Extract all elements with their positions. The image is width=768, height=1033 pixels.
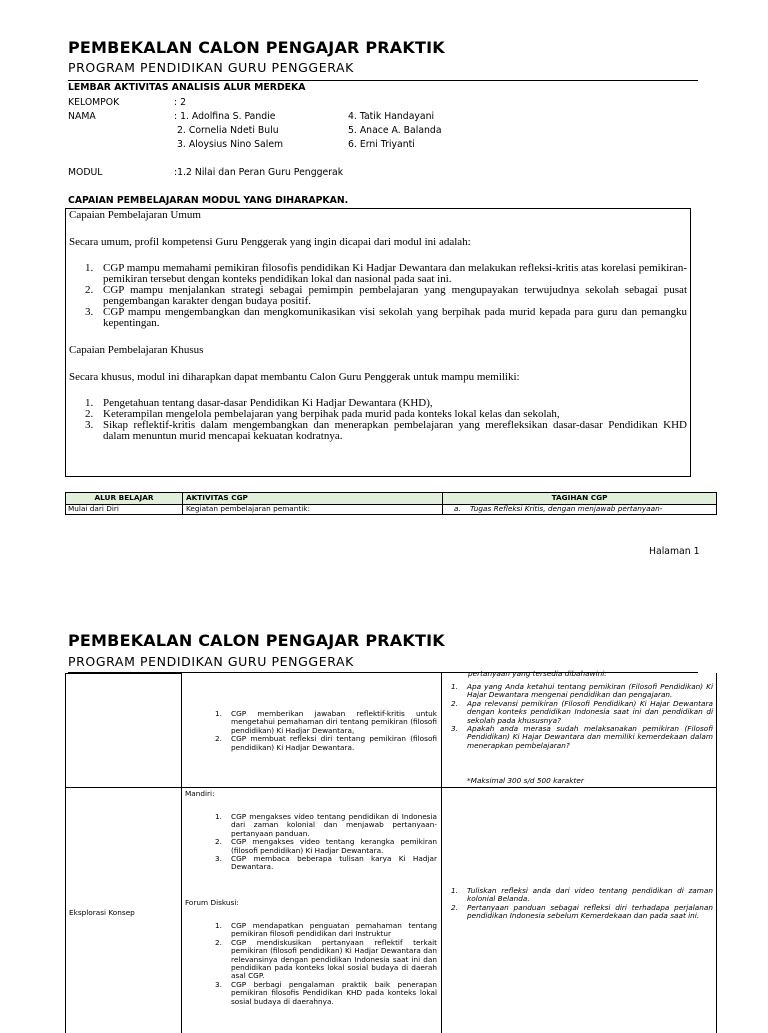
name-6: 6. Erni Triyanti: [348, 139, 415, 150]
header-rule: [68, 80, 698, 81]
modul-value: :1.2 Nilai dan Peran Guru Penggerak: [174, 167, 344, 178]
list-item: 1. CGP mengakses video tentang pendidikan di Indonesia dari zaman kolonial dan menjawab pertanyaan-pertanyaan panduan.: [215, 812, 437, 838]
row1-tagihan-intro: pertanyaan yang tersedia dibahawini:: [468, 669, 607, 678]
cp-khusus-intro: Secara khusus, modul ini diharapkan dapat membantu Calon Guru Penggerak untuk mampu memiliki:: [69, 371, 520, 383]
forum-diskusi-list: [215, 922, 437, 1006]
list-item: 3. CGP berbagi pengalaman praktik baik penerapan pemikiran filosofis Pendidikan KHD pada konteks lokal sosial budaya di daerahnya.: [215, 979, 437, 1006]
list-item: 1. CGP mendapatkan penguatan pemahaman tentang pemikiran filosofi pendidikan dari Instruktur: [215, 921, 437, 939]
list-item: 1. Tuliskan refleksi anda dari video tentang pendidikan di zaman kolonial Belanda.: [451, 886, 713, 904]
list-item: 2. Keterampilan mengelola pembelajaran yang berpihak pada murid pada konteks lokal kelas dan sekolah,: [85, 408, 560, 420]
list-item: 1. CGP memberikan jawaban reflektif-kritis untuk mengetahui pemahaman diri tentang pemikiran (filosofi pendidikan) Ki Hadjar Dewantara,: [215, 709, 437, 735]
activity-table: [65, 492, 717, 515]
mandiri-list: [215, 813, 437, 872]
document-subtitle: PROGRAM PENDIDIKAN GURU PENGGERAK: [68, 60, 354, 75]
list-item: 2. CGP mampu menjalankan strategi sebagai pemimpin pembelajaran yang mengupayakan terwujudnya sekolah sebagai pusat pengembangan karakter dengan budaya positif.: [85, 284, 687, 307]
cell-aktivitas: Kegiatan pembelajaran pemantik:: [186, 504, 310, 513]
forum-diskusi-label: Forum Diskusi:: [185, 898, 239, 907]
document-title: PEMBEKALAN CALON PENGAJAR PRAKTIK: [68, 631, 445, 650]
cp-khusus-list: [69, 398, 687, 442]
list-item: 2. CGP mendiskusikan pertanyaan reflektif terkait pemikiran (filosofi pendidikan) Ki Hadjar Dewantara dan relevansinya dengan pendidikan Indonesia saat ini dan pendidikan pada konteks lokal sosial budaya di daerah asal CGP.: [215, 937, 437, 981]
document-title: PEMBEKALAN CALON PENGAJAR PRAKTIK: [68, 38, 445, 57]
modul-label: MODUL: [68, 167, 103, 178]
list-item: 3. Apakah anda merasa sudah melaksanakan pemikiran (Filosofi Pendidikan) Ki Hajar Dewantara dan memiliki kemerdekaan dalam menerapkan pembelajaran?: [451, 724, 713, 750]
page-number: Halaman 1: [649, 546, 700, 557]
row1-tagihan-list: [451, 683, 713, 750]
capaian-box: [65, 208, 691, 477]
name-2: 2. Cornelia Ndeti Bulu: [177, 125, 279, 136]
cp-umum-list: [69, 263, 687, 329]
list-item: 1. Pengetahuan tentang dasar-dasar Pendidikan Ki Hadjar Dewantara (KHD),: [85, 397, 433, 409]
row1-tagihan-note: *Maksimal 300 s/d 500 karakter: [467, 776, 584, 785]
list-item: 1. CGP mampu memahami pemikiran filosofis pendidikan Ki Hadjar Dewantara dan melakukan refleksi-kritis atas korelasi pemikiran-pemikiran tersebut dengan konteks pendidikan lokal dan nasional pada saat ini.: [85, 262, 687, 285]
header-aktivitas-cgp: AKTIVITAS CGP: [186, 493, 248, 502]
cp-khusus-title: Capaian Pembelajaran Khusus: [69, 344, 204, 356]
header-tagihan-cgp: TAGIHAN CGP: [551, 493, 608, 502]
list-item: 2. CGP mengakses video tentang kerangka pemikiran (filosofi pendidikan) Ki Hadjar Dewantara.: [215, 837, 437, 855]
name-1: : 1. Adolfina S. Pandie: [174, 111, 276, 122]
list-item: 2. Pertanyaan panduan sebagai refleksi diri terhadapa perjalanan pendidikan Indonesia sebelum Kemerdekaan dan pada saat ini.: [451, 902, 713, 921]
kelompok-label: KELOMPOK: [68, 97, 120, 108]
list-item: 2. Apa relevansi pemikiran (Filosofi Pendidikan) Ki Hajar Dewantara dengan konteks pendidikan Indonesia saat ini dan pendidikan di sekolah pada khususnya?: [451, 698, 713, 725]
cell-tagihan-number: a.: [454, 504, 461, 513]
list-item: 1. Apa yang Anda ketahui tentang pemikiran (Filosofi Pendidikan) Ki Hajar Dewantara mengenai pendidikan dan pengajaran.: [451, 682, 713, 700]
name-5: 5. Anace A. Balanda: [348, 125, 442, 136]
list-item: 2. CGP membuat refleksi diri tentang pemikiran (filosofi pendidikan) Ki Hadjar Dewantara.: [215, 734, 437, 752]
cp-umum-intro: Secara umum, profil kompetensi Guru Penggerak yang ingin dicapai dari modul ini adalah:: [69, 236, 471, 248]
name-4: 4. Tatik Handayani: [348, 111, 435, 122]
list-item: 3. CGP membaca beberapa tulisan karya Ki Hadjar Dewantara.: [215, 854, 437, 872]
cell-alur: Mulai dari Diri: [68, 504, 119, 513]
row2-tagihan-list: [451, 887, 713, 921]
list-item: 3. Sikap reflektif-kritis dalam mengembangkan dan menerapkan pembelajaran yang merefleksikan dasar-dasar Pendidikan KHD dalam menuntun murid mencapai kekuatan kodratnya.: [85, 419, 687, 442]
nama-label: NAMA: [68, 111, 96, 122]
cell-tagihan: Tugas Refleksi Kritis, dengan menjawab pertanyaan-: [470, 504, 663, 513]
document-subtitle: PROGRAM PENDIDIKAN GURU PENGGERAK: [68, 654, 354, 669]
name-3: 3. Aloysius Nino Salem: [177, 139, 284, 150]
cp-umum-title: Capaian Pembelajaran Umum: [69, 209, 201, 221]
mandiri-label: Mandiri:: [185, 789, 215, 798]
kelompok-value: : 2: [174, 97, 187, 108]
capaian-heading: CAPAIAN PEMBELAJARAN MODUL YANG DIHARAPKAN.: [68, 195, 349, 206]
activity-table-continued: [65, 669, 717, 1033]
row2-alur: Eksplorasi Konsep: [69, 908, 135, 917]
list-item: 3. CGP mampu mengembangkan dan mengkomunikasikan visi sekolah yang berpihak pada murid kepada para guru dan pemangku kepentingan.: [85, 306, 687, 329]
sheet-title: LEMBAR AKTIVITAS ANALISIS ALUR MERDEKA: [68, 82, 306, 93]
row1-aktivitas-list: [215, 710, 437, 752]
header-alur-belajar: ALUR BELAJAR: [94, 493, 154, 502]
